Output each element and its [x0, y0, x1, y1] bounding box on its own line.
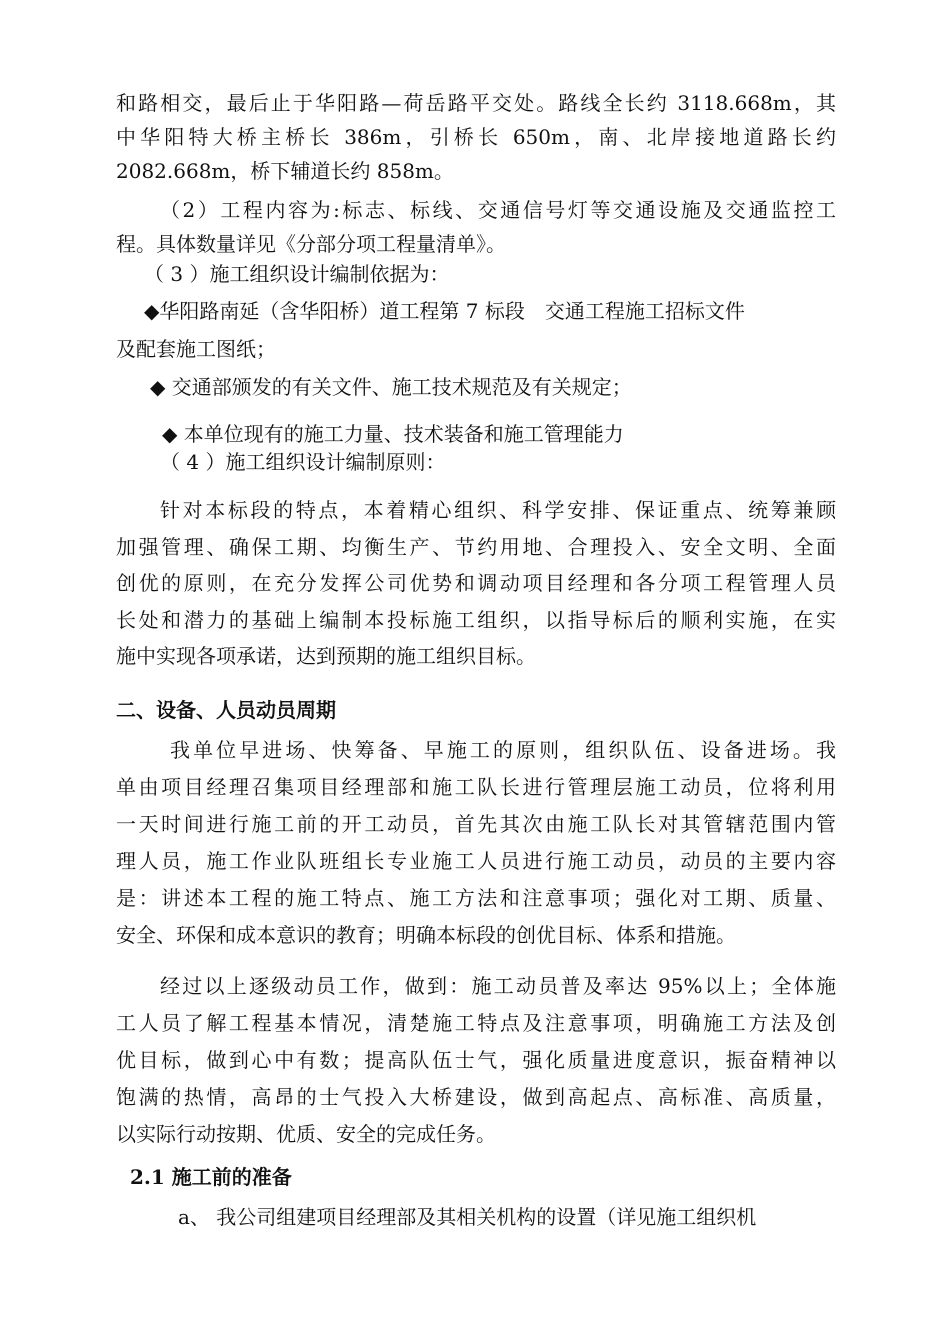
text-line: 施中实现各项承诺，达到预期的施工组织目标。 [116, 644, 536, 668]
text-line: 优目标，做到心中有数；提高队伍士气，强化质量进度意识，振奋精神以 [116, 1048, 836, 1072]
text-line: 及配套施工图纸； [116, 337, 276, 361]
text-line: （ 3 ）施工组织设计编制依据为： [144, 262, 450, 286]
text-line: 是：讲述本工程的施工特点、施工方法和注意事项；强化对工期、质量、 [116, 886, 836, 910]
text-line: 2082.668m，桥下辅道长约 858m。 [116, 159, 454, 183]
heading-text: 二、设备、人员动员周期 [116, 698, 336, 722]
text-line: 长处和潜力的基础上编制本投标施工组织，以指导标后的顺利实施，在实 [116, 607, 836, 632]
item-4-principles [160, 445, 445, 479]
text-line: a、 我公司组建项目经理部及其相关机构的设置（详见施工组织机 [178, 1205, 757, 1229]
text-line: 加强管理、确保工期、均衡生产、节约用地、合理投入、安全文明、全面 [116, 534, 836, 559]
text-line: （2）工程内容为:标志、标线、交通信号灯等交通设施及交通监控工 [160, 198, 836, 222]
text-line: 安全、环保和成本意识的教育；明确本标段的创优目标、体系和措施。 [116, 923, 736, 947]
bullet-tender-docs [116, 292, 836, 368]
text-line: ◆华阳路南延（含华阳桥）道工程第 7 标段 交通工程施工招标文件 [144, 299, 745, 323]
text-line: 经过以上逐级动员工作，做到：施工动员普及率达 95%以上；全体施 [160, 974, 836, 998]
text-line: 程。具体数量详见《分部分项工程量清单》。 [116, 232, 506, 256]
text-line: 理人员，施工作业队班组长专业施工人员进行施工动员，动员的主要内容 [116, 849, 836, 873]
section-heading-mobilization [116, 693, 836, 727]
text-line: ◆ 交通部颁发的有关文件、施工技术规范及有关规定； [150, 375, 632, 399]
bullet-ministry-docs [150, 370, 632, 404]
text-line: 针对本标段的特点，本着精心组织、科学安排、保证重点、统筹兼顾 [160, 498, 836, 522]
paragraph-mobilization [116, 732, 836, 954]
text-line: （ 4 ）施工组织设计编制原则： [160, 450, 446, 474]
paragraph-results [116, 968, 836, 1153]
text-line: ◆ 本单位现有的施工力量、技术装备和施工管理能力 [162, 422, 624, 446]
text-line: 工人员了解工程基本情况，清楚施工特点及注意事项，明确施工方法及创 [116, 1011, 836, 1035]
paragraph-item-a [178, 1200, 756, 1234]
text-line: 我单位早进场、快筹备、早施工的原则，组织队伍、设备进场。我 [170, 738, 836, 762]
item-3-basis [144, 257, 864, 291]
text-line: 中华阳特大桥主桥长 386m，引桥长 650m，南、北岸接地道路长约 [116, 125, 836, 149]
text-line: 创优的原则，在充分发挥公司优势和调动项目经理和各分项工程管理人员 [116, 571, 836, 595]
text-line: 和路相交，最后止于华阳路—荷岳路平交处。路线全长约 3118.668m，其 [116, 91, 836, 115]
subheading-preparation [130, 1160, 292, 1194]
paragraph-principles [116, 492, 836, 675]
text-line: 以实际行动按期、优质、安全的完成任务。 [116, 1122, 496, 1146]
paragraph-work-content [116, 193, 836, 261]
paragraph-route-length [116, 86, 836, 188]
heading-text: 2.1 施工前的准备 [130, 1165, 292, 1189]
text-line: 一天时间进行施工前的开工动员，首先其次由施工队长对其管辖范围内管 [116, 812, 836, 836]
text-line: 单由项目经理召集项目经理部和施工队长进行管理层施工动员，位将利用 [116, 775, 836, 799]
text-line: 饱满的热情，高昂的士气投入大桥建设，做到高起点、高标准、高质量， [116, 1085, 836, 1109]
